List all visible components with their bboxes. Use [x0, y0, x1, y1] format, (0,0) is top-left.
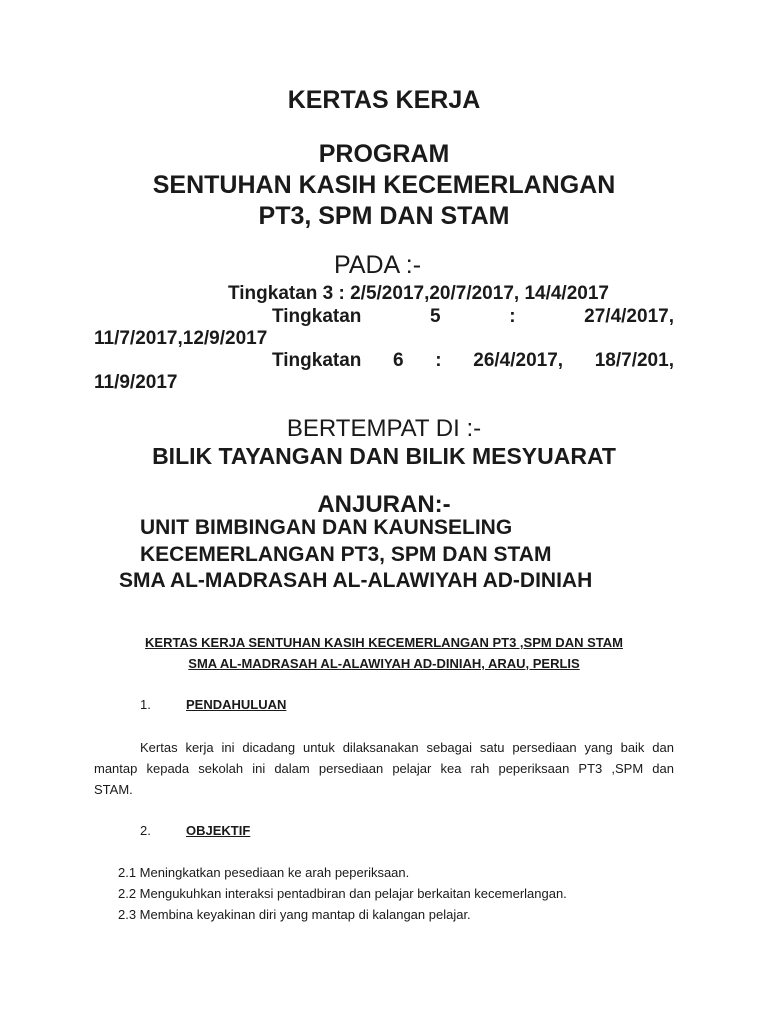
- tingkatan-6-part: 18/7/201,: [594, 350, 674, 371]
- program-title: [0, 139, 768, 232]
- program-line-2: SENTUHAN KASIH KECEMERLANGAN: [152, 171, 616, 199]
- bertempat-label: BERTEMPAT DI :-: [286, 415, 482, 442]
- tingkatan-3-dates: Tingkatan 3 : 2/5/2017,20/7/2017, 14/4/2017: [228, 283, 609, 304]
- paper-heading-line-2: SMA AL-MADRASAH AL-ALAWIYAH AD-DINIAH, ARAU, PERLIS: [188, 656, 580, 671]
- organizer-line-1: UNIT BIMBINGAN DAN KAUNSELING: [140, 516, 513, 539]
- venue-name: BILIK TAYANGAN DAN BILIK MESYUARAT: [152, 443, 616, 469]
- section-2-number: 2.: [140, 823, 151, 838]
- tingkatan-6-dates: [272, 350, 674, 372]
- section-1-title: PENDAHULUAN: [186, 697, 287, 712]
- tingkatan-6-part: 26/4/2017,: [473, 350, 564, 371]
- tingkatan-5-part: :: [509, 306, 516, 327]
- program-line-1: PROGRAM: [318, 140, 450, 168]
- tingkatan-5-part: Tingkatan: [272, 306, 362, 327]
- paper-heading-line-1: KERTAS KERJA SENTUHAN KASIH KECEMERLANGAN PT3 ,SPM DAN STAM: [145, 635, 623, 650]
- paragraph-line: mantap kepada sekolah ini dalam persediaan pelajar kea rah peperiksaan PT3 ,SPM dan: [94, 761, 674, 776]
- pada-label: PADA :-: [334, 251, 422, 279]
- paragraph-line: Kertas kerja ini dicadang untuk dilaksanakan sebagai satu persediaan yang baik dan: [140, 740, 674, 755]
- objective-item: 2.2 Mengukuhkan interaksi pentadbiran dan pelajar berkaitan kecemerlangan.: [118, 886, 567, 901]
- tingkatan-6-part: 6: [393, 350, 404, 371]
- section-1-number: 1.: [140, 697, 151, 712]
- anjuran-label: ANJURAN:-: [317, 491, 451, 518]
- tingkatan-5-continued: 11/7/2017,12/9/2017: [94, 328, 268, 349]
- paragraph-line: STAM.: [94, 782, 133, 797]
- tingkatan-5-dates: [272, 306, 674, 328]
- program-line-3: PT3, SPM DAN STAM: [258, 202, 510, 230]
- tingkatan-6-part: :: [435, 350, 442, 371]
- tingkatan-6-part: Tingkatan: [272, 350, 362, 371]
- tingkatan-5-part: 5: [430, 306, 441, 327]
- document-title: KERTAS KERJA: [287, 86, 481, 114]
- objective-item: 2.1 Meningkatkan pesediaan ke arah peperiksaan.: [118, 865, 410, 880]
- tingkatan-5-part: 27/4/2017,: [584, 306, 674, 327]
- organizer-line-3: SMA AL-MADRASAH AL-ALAWIYAH AD-DINIAH: [119, 569, 593, 592]
- section-2-title: OBJEKTIF: [186, 823, 251, 838]
- section-1-paragraph: [94, 737, 674, 800]
- organizer-line-2: KECEMERLANGAN PT3, SPM DAN STAM: [140, 543, 552, 566]
- tingkatan-6-continued: 11/9/2017: [94, 372, 178, 393]
- objective-item: 2.3 Membina keyakinan diri yang mantap di kalangan pelajar.: [118, 907, 471, 922]
